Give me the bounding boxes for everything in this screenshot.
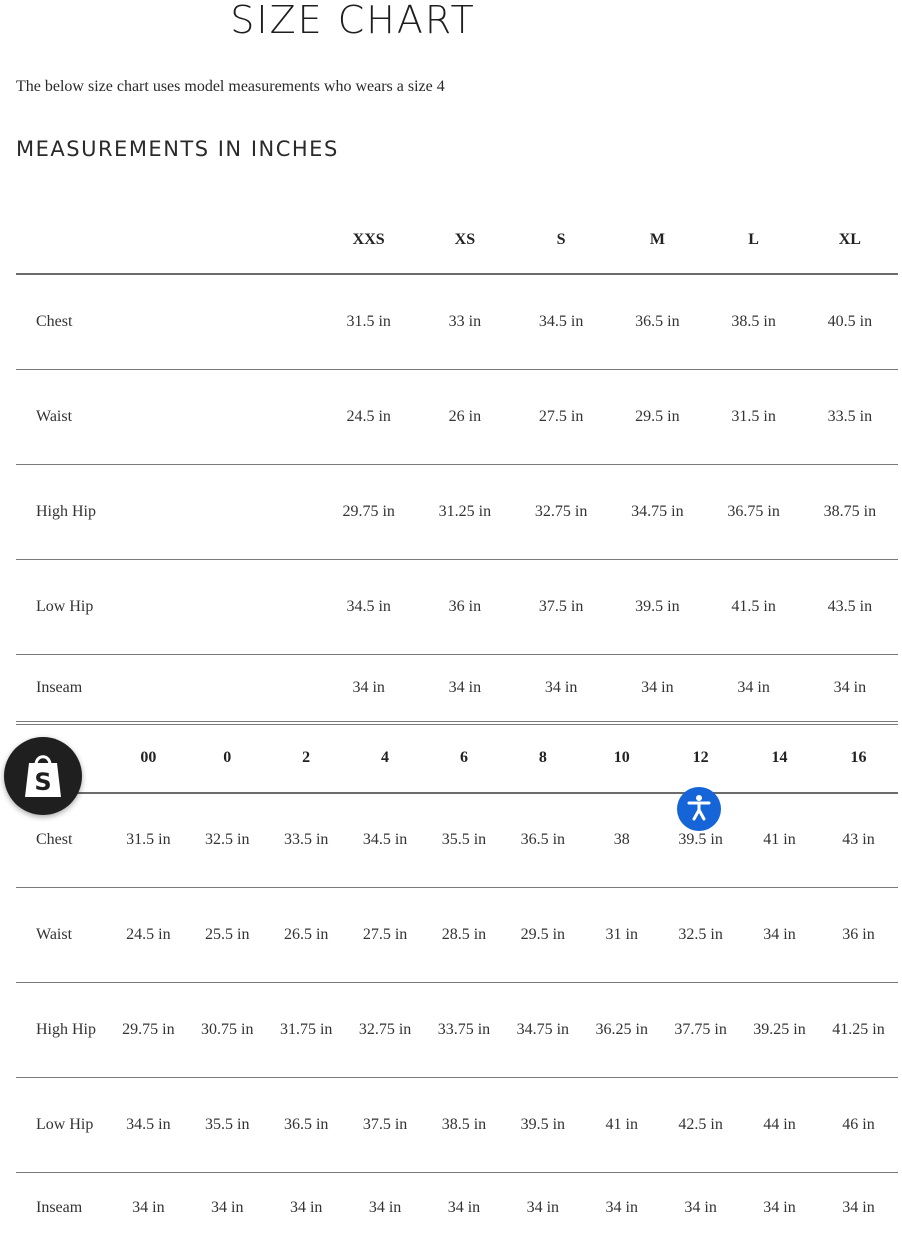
measurement-cell: 34 in — [448, 678, 482, 696]
measurement-cell: 34 in — [763, 1198, 796, 1216]
shopify-chat-button[interactable] — [4, 737, 82, 815]
letter-size-table — [16, 206, 898, 722]
size-header-cell: 2 — [302, 749, 311, 767]
table-row — [16, 793, 898, 888]
size-header-cell: XS — [454, 230, 476, 248]
row-label: High Hip — [36, 1021, 96, 1038]
measurement-cell: 26 in — [448, 407, 482, 425]
row-label: Waist — [36, 407, 73, 425]
measurement-cell: 34 in — [605, 1198, 638, 1216]
measurement-cell: 34.5 in — [538, 312, 584, 330]
table-row — [16, 559, 898, 654]
row-label: Chest — [36, 312, 73, 330]
measurement-cell: 34 in — [544, 678, 578, 696]
accessibility-button[interactable] — [677, 787, 721, 831]
size-header-cell: XL — [838, 230, 861, 248]
measurement-cell: 31 in — [605, 926, 638, 943]
measurement-cell: 46 in — [842, 1116, 875, 1133]
measurement-cell: 36 in — [448, 597, 482, 615]
size-header-cell: 6 — [459, 749, 468, 767]
measurement-cell: 32.5 in — [678, 926, 723, 943]
measurement-cell: 24.5 in — [126, 926, 171, 943]
measurement-cell: 34 in — [641, 678, 674, 696]
row-label: Inseam — [36, 1198, 83, 1216]
corner-header-cell — [16, 206, 321, 274]
measurement-cell: 27.5 in — [362, 926, 408, 943]
size-header-cell: 0 — [223, 749, 232, 767]
measurement-cell: 41.25 in — [832, 1021, 885, 1038]
measurement-cell: 25.5 in — [205, 926, 250, 943]
size-header-cell: 00 — [140, 749, 157, 767]
measurement-cell: 38.5 in — [731, 312, 776, 330]
measurement-cell: 29.75 in — [342, 502, 395, 520]
measurement-cell: 34 in — [447, 1198, 481, 1216]
size-header-cell: 16 — [850, 749, 867, 767]
measurement-cell: 34.5 in — [346, 597, 391, 615]
measurement-cell: 30.75 in — [201, 1021, 254, 1038]
measurement-cell: 41 in — [605, 1116, 638, 1133]
table-row — [16, 369, 898, 464]
measurement-cell: 34 in — [289, 1198, 323, 1216]
measurement-cell: 29.5 in — [520, 926, 566, 943]
measurement-cell: 33.75 in — [437, 1021, 491, 1038]
intro-text: The below size chart uses model measurements who wears a size 4 — [16, 78, 445, 95]
table-row — [16, 1173, 898, 1243]
table-row — [16, 654, 898, 721]
measurement-cell: 34 in — [211, 1198, 244, 1216]
measurement-cell: 34 in — [833, 678, 867, 696]
measurement-cell: 38.5 in — [441, 1116, 487, 1133]
measurement-cell: 35.5 in — [205, 1116, 250, 1133]
measurement-cell: 35.5 in — [441, 831, 487, 849]
size-header-cell: XXS — [352, 230, 385, 248]
measurement-cell: 37.75 in — [674, 1021, 727, 1038]
shopify-bag-icon — [21, 749, 65, 804]
measurement-cell: 37.5 in — [362, 1116, 408, 1133]
measurement-cell: 36.25 in — [595, 1021, 648, 1038]
table-header-row — [16, 206, 898, 274]
measurement-cell: 32.75 in — [534, 502, 588, 520]
measurement-cell: 34.75 in — [631, 502, 684, 520]
size-header-cell: 8 — [538, 749, 547, 767]
measurement-cell: 36.5 in — [520, 831, 566, 849]
row-label: Chest — [36, 831, 73, 849]
measurement-cell: 34 in — [368, 1198, 402, 1216]
row-label: Low Hip — [36, 1116, 94, 1133]
measurement-cell: 34 in — [352, 678, 385, 696]
measurement-cell: 36.5 in — [283, 1116, 329, 1133]
size-header-cell: S — [556, 230, 566, 248]
measurement-cell: 33.5 in — [827, 407, 873, 425]
measurement-cell: 34 in — [763, 926, 796, 943]
row-label: Inseam — [36, 678, 83, 696]
size-header-cell: 4 — [381, 749, 390, 767]
section-heading: MEASUREMENTS IN INCHES — [16, 137, 339, 161]
measurement-cell: 39.5 in — [678, 831, 723, 849]
table-header-row — [16, 725, 898, 793]
size-header-cell: 14 — [771, 749, 788, 767]
measurement-cell: 31.25 in — [438, 502, 492, 520]
size-header-cell: L — [748, 230, 759, 248]
measurement-cell: 33.5 in — [283, 831, 329, 849]
measurement-cell: 29.5 in — [635, 407, 680, 425]
measurement-cell: 39.5 in — [520, 1116, 566, 1133]
measurement-cell: 34 in — [842, 1198, 875, 1216]
table-row — [16, 983, 898, 1078]
table-row — [16, 464, 898, 559]
measurement-cell: 38.75 in — [823, 502, 877, 520]
measurement-cell: 31.5 in — [731, 407, 776, 425]
size-header-cell: 12 — [692, 749, 709, 767]
numeric-size-table — [16, 724, 898, 1243]
measurement-cell: 43.5 in — [827, 597, 873, 615]
measurement-cell: 34 in — [684, 1198, 717, 1216]
measurement-cell: 41 in — [763, 831, 796, 849]
measurement-cell: 36.75 in — [727, 502, 780, 520]
row-label: Low Hip — [36, 597, 94, 615]
measurement-cell: 34 in — [526, 1198, 560, 1216]
table-row — [16, 888, 898, 983]
measurement-cell: 34.5 in — [362, 831, 408, 849]
measurement-cell: 34.5 in — [126, 1116, 171, 1133]
accessibility-icon — [684, 792, 714, 827]
measurement-cell: 40.5 in — [827, 312, 873, 330]
measurement-cell: 39.25 in — [753, 1021, 806, 1038]
measurement-cell: 26.5 in — [283, 926, 329, 943]
measurement-cell: 31.75 in — [279, 1021, 333, 1038]
table-row — [16, 1078, 898, 1173]
svg-text:S: S — [34, 767, 52, 796]
measurement-cell: 28.5 in — [441, 926, 487, 943]
measurement-cell: 41.5 in — [731, 597, 776, 615]
measurement-cell: 33 in — [448, 312, 482, 330]
measurement-cell: 32.5 in — [205, 831, 250, 849]
row-label: Waist — [36, 926, 73, 943]
measurement-cell: 38 — [613, 831, 630, 849]
measurement-cell: 36 in — [842, 926, 875, 943]
measurement-cell: 34.75 in — [516, 1021, 570, 1038]
measurement-cell: 34 in — [737, 678, 770, 696]
measurement-cell: 31.5 in — [126, 831, 171, 849]
measurement-cell: 44 in — [763, 1116, 796, 1133]
size-header-cell: M — [649, 230, 665, 248]
measurement-cell: 43 in — [842, 831, 875, 849]
measurement-cell: 39.5 in — [635, 597, 680, 615]
size-header-cell: 10 — [613, 749, 630, 767]
row-label: High Hip — [36, 502, 96, 520]
measurement-cell: 42.5 in — [678, 1116, 723, 1133]
measurement-cell: 27.5 in — [538, 407, 584, 425]
measurement-cell: 24.5 in — [346, 407, 391, 425]
measurement-cell: 29.75 in — [122, 1021, 175, 1038]
table-row — [16, 274, 898, 369]
page-title: SIZE CHART — [230, 0, 476, 42]
measurement-cell: 31.5 in — [346, 312, 391, 330]
measurement-cell: 37.5 in — [538, 597, 584, 615]
measurement-cell: 34 in — [132, 1198, 165, 1216]
measurement-cell: 32.75 in — [358, 1021, 412, 1038]
measurement-cell: 36.5 in — [635, 312, 680, 330]
